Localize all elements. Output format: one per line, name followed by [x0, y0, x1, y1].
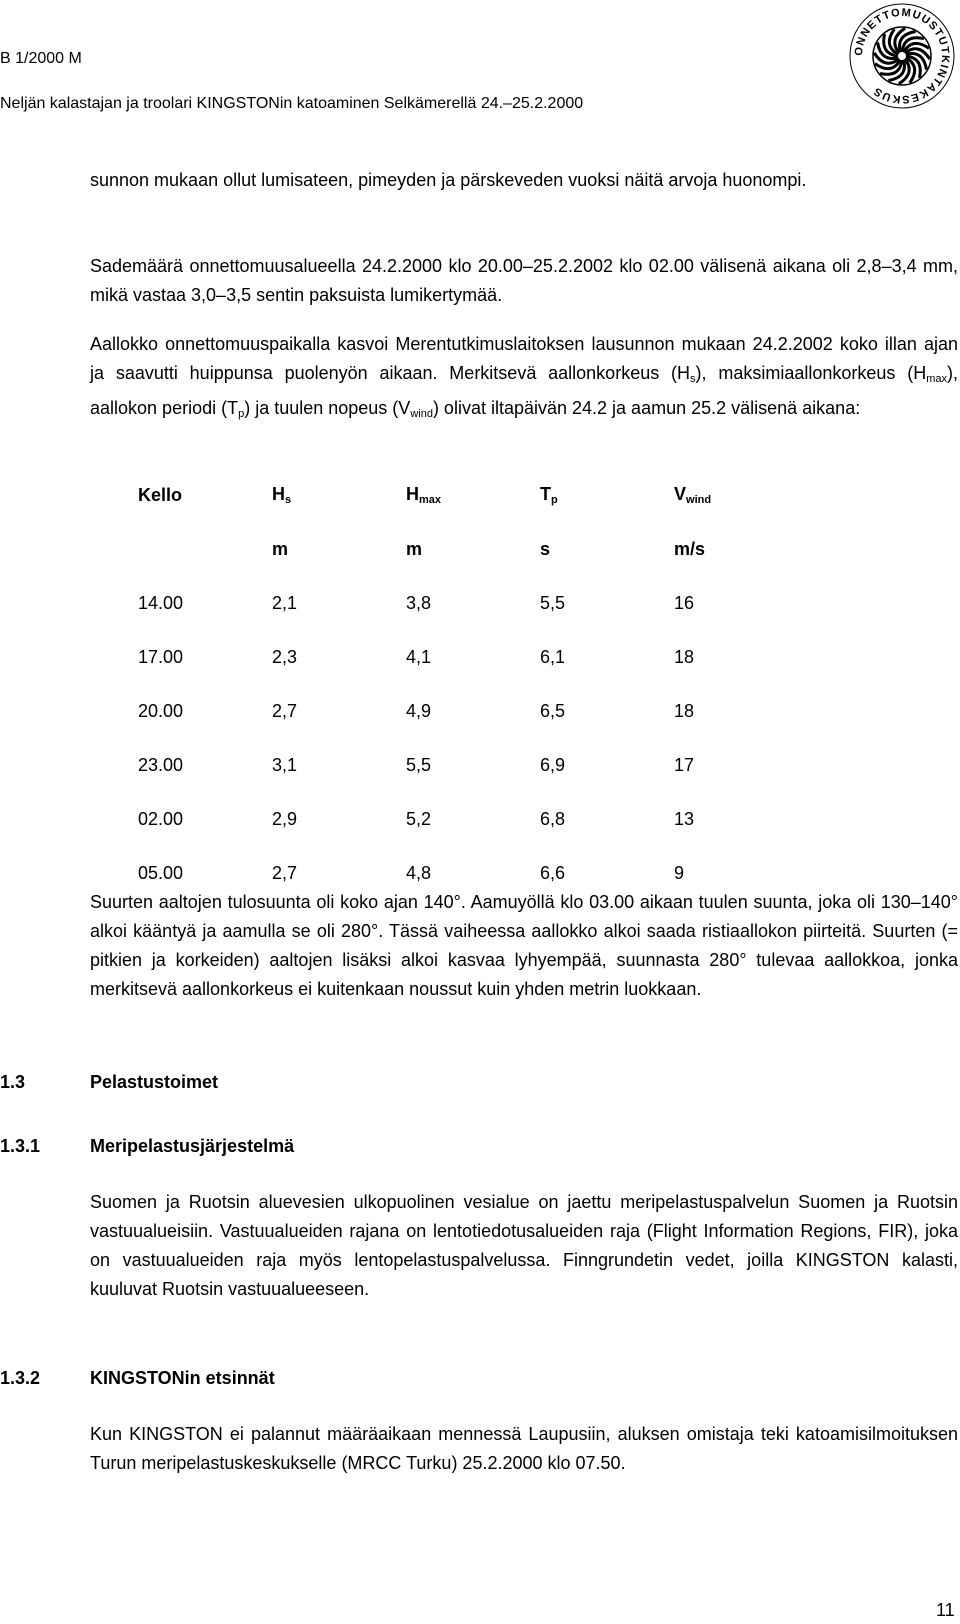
wave-table	[138, 468, 808, 900]
table-cell: 5,5	[540, 592, 566, 613]
section-number: 1.3.2	[0, 1368, 41, 1388]
table-cell: 02.00	[138, 808, 184, 829]
table-cell: 4,8	[406, 862, 432, 883]
table-row	[138, 576, 808, 630]
table-cell: 2,1	[272, 592, 298, 613]
table-cell: 18	[674, 646, 695, 667]
table-cell: 5,5	[406, 754, 432, 775]
table-cell: 16	[674, 592, 695, 613]
section-title: Pelastustoimet	[90, 1072, 219, 1092]
table-row	[138, 684, 808, 738]
paragraph-2: Sademäärä onnettomuusalueella 24.2.2000 klo 20.00–25.2.2002 klo 02.00 välisenä aikana oli 2,8–3,4 mm, mikä vastaa 3,0–3,5 sentin paksuista lumikertymää.	[90, 256, 958, 305]
table-cell: 17.00	[138, 646, 184, 667]
table-cell: 05.00	[138, 862, 184, 883]
table-row	[138, 630, 808, 684]
report-id: B 1/2000 M	[0, 50, 82, 67]
table-cell: 2,9	[272, 808, 298, 829]
table-cell: 18	[674, 700, 695, 721]
section-number: 1.3.1	[0, 1136, 41, 1156]
table-cell: 6,6	[540, 862, 566, 883]
table-row	[138, 792, 808, 846]
section-number: 1.3	[0, 1072, 26, 1092]
paragraph-1: sunnon mukaan ollut lumisateen, pimeyden ja pärskeveden vuoksi näitä arvoja huonompi.	[90, 170, 807, 190]
table-header-row	[138, 468, 808, 522]
table-cell: 6,9	[540, 754, 566, 775]
table-cell: 3,8	[406, 592, 432, 613]
table-row	[138, 738, 808, 792]
table-cell: 9	[674, 862, 685, 883]
unit-cell: m	[272, 538, 289, 559]
unit-cell: s	[540, 538, 551, 559]
paragraph-5: Suomen ja Ruotsin aluevesien ulkopuolinen vesialue on jaettu meripelastuspalvelun Suomen ja Ruotsin vastuualueisiin. Vastuualueiden rajana on lentotiedotusalueiden raja (Flight Information Regions, FIR), joka on vastuualueiden raja myös lentopelastuspalvelussa. Finngrundetin vedet, joilla KINGSTON kalasti, kuuluvat Ruotsin vastuualueeseen.	[90, 1192, 958, 1299]
table-cell: 5,2	[406, 808, 432, 829]
paragraph-6: Kun KINGSTON ei palannut määräaikaan mennessä Laupusiin, aluksen omistaja teki katoamisilmoituksen Turun meripelastuskeskukselle (MRCC Turku) 25.2.2000 klo 07.50.	[90, 1424, 958, 1473]
unit-cell: m/s	[674, 538, 706, 559]
table-cell: 17	[674, 754, 695, 775]
unit-cell: m	[406, 538, 423, 559]
paragraph-4: Suurten aaltojen tulosuunta oli koko ajan 140°. Aamuyöllä klo 03.00 aikaan tuulen suunta, joka oli 130–140° alkoi kääntyä ja aamulla se oli 280°. Tässä vaiheessa aallokko alkoi saada ristiaallokon piirteitä. Suurten (= pitkien ja korkeiden) aaltojen lisäksi alkoi kasvaa lyhyempää, suunnasta 280° tulevaa aallokkoa, jonka merkitsevä aallonkorkeus ei kuitenkaan noussut kuin yhden metrin luokkaan.	[90, 892, 958, 999]
table-cell: 2,7	[272, 862, 298, 883]
table-cell: 4,9	[406, 700, 432, 721]
svg-text:ONNETTOMUUSTUTKINTAKESKUS: ONNETTOMUUSTUTKINTAKESKUS	[852, 6, 952, 106]
table-cell: 6,8	[540, 808, 566, 829]
table-cell: 3,1	[272, 754, 298, 775]
table-cell: 14.00	[138, 592, 184, 613]
page-number: 11	[936, 1600, 955, 1620]
table-cell: 2,3	[272, 646, 298, 667]
table-cell: 6,1	[540, 646, 566, 667]
paragraph-3: Aallokko onnettomuuspaikalla kasvoi Merentutkimuslaitoksen lausunnon mukaan 24.2.2002 koko illan ajan ja saavutti huippunsa puolenyön aikaan. Merkitsevä aallonkorkeus $(H_s)$, maksimiaallonkorkeus $(H_{max})$, aallokon periodi $(T_p)$ ja tuulen nopeus $(V_{wind})$ olivat iltapäivän 24.2 ja aamun 25.2 välisenä aikana:	[90, 334, 958, 420]
report-title: Neljän kalastajan ja troolari KINGSTONin katoaminen Selkämerellä 24.–25.2.2000	[0, 95, 584, 112]
section-title: Meripelastusjärjestelmä	[90, 1136, 295, 1156]
table-cell: 13	[674, 808, 695, 829]
header-tp: $T_p$	[540, 484, 558, 506]
header-hmax: $H_{max}$	[406, 484, 442, 506]
table-unit-row	[138, 522, 808, 576]
table-cell: 6,5	[540, 700, 566, 721]
table-cell: 2,7	[272, 700, 298, 721]
section-title: KINGSTONin etsinnät	[90, 1368, 275, 1388]
table-cell: 20.00	[138, 700, 184, 721]
unit-cell	[138, 522, 272, 576]
header-hs: $H_s$	[272, 484, 292, 506]
header-vwind: $V_{wind}$	[674, 484, 712, 506]
table-cell: 23.00	[138, 754, 184, 775]
table-cell: 4,1	[406, 646, 432, 667]
header-kello: Kello	[138, 484, 183, 505]
agency-logo-icon	[848, 2, 956, 110]
